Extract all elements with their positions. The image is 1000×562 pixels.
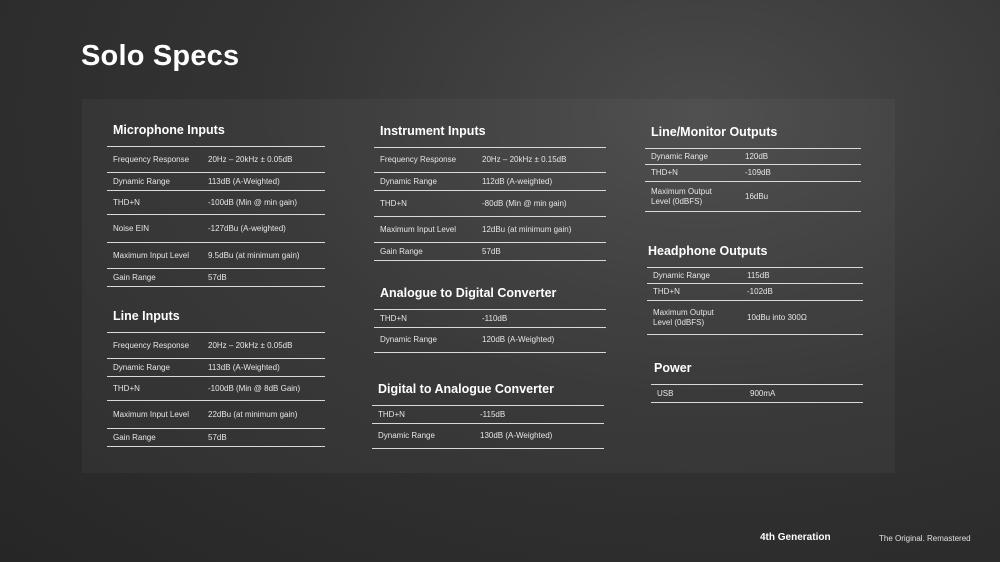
- spec-row: [107, 269, 325, 287]
- spec-value: -115dB: [480, 409, 506, 419]
- spec-value: -127dBu (A-weighted): [208, 223, 286, 233]
- section-title: Line/Monitor Outputs: [651, 125, 778, 139]
- spec-value: 20Hz – 20kHz ± 0.05dB: [208, 154, 293, 164]
- spec-row: [647, 284, 863, 301]
- spec-value: 16dBu: [745, 191, 769, 201]
- spec-label: THD+N: [378, 409, 405, 419]
- spec-value: 120dB (A-Weighted): [482, 335, 555, 344]
- spec-row: [374, 328, 606, 353]
- spec-value: 57dB: [208, 272, 227, 282]
- spec-row: [107, 243, 325, 269]
- spec-value: 20Hz – 20kHz ± 0.05dB: [208, 340, 293, 350]
- section-title: Instrument Inputs: [380, 124, 486, 138]
- headphone-outputs-section: [647, 241, 863, 335]
- spec-value: 130dB (A-Weighted): [480, 431, 553, 440]
- spec-table: [647, 267, 863, 335]
- spec-label: THD+N: [380, 313, 407, 323]
- spec-table: [651, 384, 863, 403]
- spec-label: Dynamic Range: [380, 176, 437, 186]
- spec-row: [374, 310, 606, 328]
- instrument-inputs-section: [374, 121, 606, 261]
- spec-label: Dynamic Range: [113, 362, 170, 372]
- spec-label: Maximum Input Level: [380, 224, 457, 234]
- spec-value: -100dB (Min @ 8dB Gain): [208, 383, 301, 393]
- spec-table: [107, 146, 325, 287]
- spec-value: 57dB: [208, 432, 227, 442]
- spec-label: Gain Range: [380, 246, 423, 256]
- footer-generation: 4th Generation: [760, 532, 831, 543]
- spec-row: [107, 173, 325, 191]
- spec-label: THD+N: [380, 198, 407, 208]
- adc-section: [374, 283, 606, 353]
- spec-label: Maximum Input Level: [113, 409, 190, 419]
- spec-value: 57dB: [482, 246, 501, 256]
- spec-row: [107, 377, 325, 401]
- spec-value: 9.5dBu (at minimum gain): [208, 250, 300, 260]
- spec-row: [374, 243, 606, 261]
- section-title: Digital to Analogue Converter: [378, 382, 554, 396]
- microphone-inputs-section: [107, 120, 325, 287]
- spec-value: 20Hz – 20kHz ± 0.15dB: [482, 155, 567, 164]
- spec-value: 113dB (A-Weighted): [208, 362, 280, 372]
- section-title: Headphone Outputs: [648, 244, 768, 258]
- spec-row: [107, 429, 325, 447]
- spec-value: -100dB (Min @ min gain): [208, 197, 298, 207]
- spec-row: [374, 217, 606, 243]
- spec-value: 12dBu (at minimum gain): [482, 224, 572, 234]
- spec-table: [374, 309, 606, 353]
- spec-row: [107, 215, 325, 243]
- spec-value: 900mA: [750, 388, 776, 398]
- spec-value: 22dBu (at minimum gain): [208, 409, 298, 419]
- section-title: Power: [654, 361, 692, 375]
- spec-row: [372, 406, 604, 424]
- spec-label: Frequency Response: [113, 340, 190, 350]
- spec-table: [372, 405, 604, 449]
- spec-label: Gain Range: [113, 272, 156, 282]
- section-title: Microphone Inputs: [113, 123, 225, 137]
- spec-label: THD+N: [653, 287, 680, 296]
- spec-label: Maximum Input Level: [113, 250, 190, 260]
- spec-label: Frequency Response: [380, 155, 457, 164]
- spec-row: [107, 333, 325, 359]
- spec-row: [647, 268, 863, 284]
- spec-row: [374, 191, 606, 217]
- spec-value: 112dB (A-weighted): [482, 176, 553, 186]
- spec-label: Gain Range: [113, 432, 156, 442]
- spec-row: [107, 359, 325, 377]
- spec-value: -110dB: [482, 313, 508, 323]
- spec-value: 120dB: [745, 151, 769, 161]
- spec-value: -102dB: [747, 287, 773, 296]
- spec-label: THD+N: [651, 168, 678, 177]
- spec-label: Dynamic Range: [653, 270, 710, 280]
- spec-label: Maximum Output Level (0dBFS): [653, 307, 714, 327]
- spec-label: Frequency Response: [113, 154, 190, 164]
- line-inputs-section: [107, 306, 325, 447]
- spec-table: [645, 148, 861, 212]
- spec-value: 10dBu into 300Ω: [747, 312, 807, 322]
- spec-table: [374, 147, 606, 261]
- dac-section: [372, 379, 604, 449]
- spec-value: -80dB (Min @ min gain): [482, 198, 567, 208]
- spec-row: [372, 424, 604, 449]
- spec-row: [645, 165, 861, 182]
- power-section: [651, 358, 863, 403]
- spec-label: THD+N: [113, 383, 140, 393]
- spec-row: [107, 401, 325, 429]
- spec-row: [107, 147, 325, 173]
- spec-value: 113dB (A-Weighted): [208, 176, 280, 186]
- spec-label: Maximum Output Level (0dBFS): [651, 186, 712, 206]
- spec-label: THD+N: [113, 197, 140, 207]
- spec-label: Dynamic Range: [113, 176, 170, 186]
- spec-label: Dynamic Range: [378, 431, 435, 440]
- spec-row: [374, 148, 606, 173]
- spec-row: [645, 149, 861, 165]
- spec-label: USB: [657, 388, 674, 398]
- spec-value: -109dB: [745, 168, 771, 177]
- spec-label: Dynamic Range: [380, 335, 437, 344]
- section-title: Line Inputs: [113, 309, 180, 323]
- spec-table: [107, 332, 325, 447]
- footer-tagline: The Original. Remastered: [879, 534, 971, 543]
- spec-row: [645, 182, 861, 212]
- page-title: Solo Specs: [81, 40, 240, 72]
- spec-label: Dynamic Range: [651, 151, 708, 161]
- section-title: Analogue to Digital Converter: [380, 286, 557, 300]
- spec-row: [651, 385, 863, 403]
- line-monitor-outputs-section: [645, 122, 861, 212]
- spec-value: 115dB: [747, 270, 770, 280]
- spec-label: Noise EIN: [113, 223, 150, 233]
- spec-row: [374, 173, 606, 191]
- spec-row: [647, 301, 863, 335]
- spec-row: [107, 191, 325, 215]
